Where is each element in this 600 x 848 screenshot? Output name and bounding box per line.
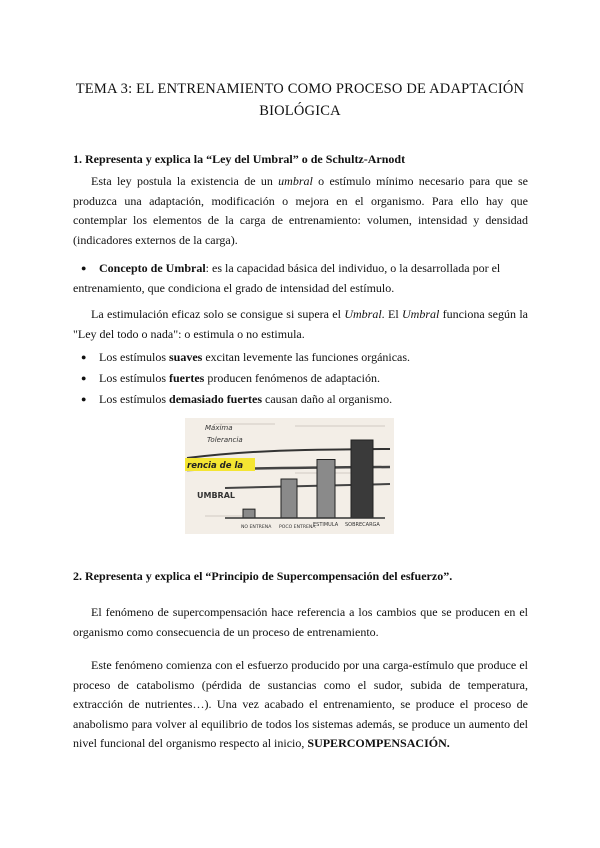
label-estimula: ESTIMULA	[313, 522, 339, 528]
bar-sobrecarga	[351, 440, 373, 518]
bullet-dot-icon: ●	[81, 373, 87, 383]
section-2-paragraph-1: El fenómeno de supercompensación hace referencia a los cambios que se producen en el organismo como consecuencia de un proceso de entrenamiento.	[73, 605, 528, 639]
title-line-1: TEMA 3: EL ENTRENAMIENTO COMO PROCESO DE ADAPTACIÓN	[75, 81, 525, 97]
bar-poco-entrena	[281, 479, 297, 518]
page-title	[60, 78, 540, 122]
bullet-dot-icon: ●	[81, 394, 87, 404]
list-item-demasiado-fuertes: ● Los estímulos demasiado fuertes causan daño al organismo.	[73, 390, 528, 410]
label-no-entrena: NO ENTRENA	[241, 525, 272, 530]
list-item-fuertes: ● Los estímulos fuertes producen fenómenos de adaptación.	[73, 369, 528, 389]
bar-estimula	[317, 460, 335, 519]
section-2-paragraph-2: Este fenómeno comienza con el esfuerzo producido por una carga-estímulo que produce el proceso de catabolismo (pérdida de sustancias como el sudor, subida de temperatura, extracción de nutrientes…). Una vez acabado el entrenamiento, se produce el proceso de anabolismo para volver al equilibrio de todos los sistemas además, se produce un aumento del nivel funcional del organismo respecto al inicio, SUPERCOMPENSACIÓN.	[73, 658, 528, 750]
section-1-heading: 1. Representa y explica la “Ley del Umbral” o de Schultz-Arnodt	[73, 152, 406, 166]
label-tolerancia: Tolerancia	[207, 436, 243, 444]
label-sobrecarga: SOBRECARGA	[345, 522, 380, 528]
bullet-dot-icon: ●	[81, 263, 87, 273]
section-1-paragraph-1: Esta ley postula la existencia de un umbral o estímulo mínimo necesario para que se produzca una adaptación, modificación o mejora en el organismo. Para ello hay que contemplar los elementos de la carga de entrenamiento: volumen, intensidad y densidad (indicadores externos de la carga).	[73, 174, 528, 247]
bullet-dot-icon: ●	[81, 352, 87, 362]
section-2-heading: 2. Representa y explica el “Principio de Supercompensación del esfuerzo”.	[73, 569, 453, 583]
umbral-diagram	[185, 418, 394, 534]
title-line-2: BIOLÓGICA	[259, 103, 341, 119]
list-item-suaves: ● Los estímulos suaves excitan levemente las funciones orgánicas.	[73, 348, 528, 368]
section-1-paragraph-2: La estimulación eficaz solo se consigue si supera el Umbral. El Umbral funciona según la "Ley del todo o nada": o estimula o no estimula.	[73, 307, 529, 341]
umbral-diagram-svg	[185, 418, 394, 534]
concept-bullet: ● Concepto de Umbral: es la capacidad básica del individuo, o la desarrollada por el entrenamiento, que condiciona el grado de intensidad del estímulo.	[73, 261, 501, 295]
label-maxima: Máxima	[205, 424, 233, 432]
label-poco-entrena: POCO ENTRENA	[279, 525, 316, 530]
label-diferencia: rencia de la	[187, 461, 244, 471]
label-umbral: UMBRAL	[197, 491, 236, 500]
bar-no-entrena	[243, 509, 255, 518]
